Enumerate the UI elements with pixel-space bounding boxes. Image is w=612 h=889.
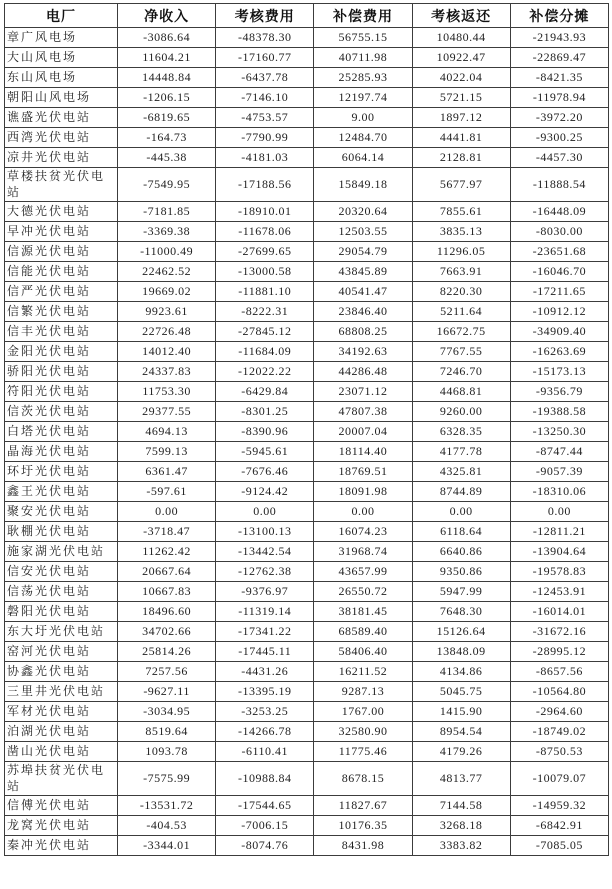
plant-name-cell: 大德光伏电站 xyxy=(5,202,118,222)
value-cell: 5045.75 xyxy=(412,682,510,702)
value-cell: 6118.64 xyxy=(412,522,510,542)
table-row xyxy=(5,796,609,816)
value-cell: 29377.55 xyxy=(118,402,216,422)
value-cell: -8750.53 xyxy=(510,742,608,762)
table-row xyxy=(5,702,609,722)
value-cell: 11296.05 xyxy=(412,242,510,262)
value-cell: -19388.58 xyxy=(510,402,608,422)
value-cell: 8954.54 xyxy=(412,722,510,742)
value-cell: 22462.52 xyxy=(118,262,216,282)
plant-name-cell: 军材光伏电站 xyxy=(5,702,118,722)
plant-name-cell: 信严光伏电站 xyxy=(5,282,118,302)
value-cell: 10176.35 xyxy=(314,816,412,836)
value-cell: 29054.79 xyxy=(314,242,412,262)
table-row xyxy=(5,242,609,262)
value-cell: 16211.52 xyxy=(314,662,412,682)
value-cell: 3268.18 xyxy=(412,816,510,836)
value-cell: 4694.13 xyxy=(118,422,216,442)
value-cell: 6064.14 xyxy=(314,148,412,168)
value-cell: 4134.86 xyxy=(412,662,510,682)
value-cell: 15126.64 xyxy=(412,622,510,642)
value-cell: -12453.91 xyxy=(510,582,608,602)
table-row xyxy=(5,148,609,168)
value-cell: 4022.04 xyxy=(412,68,510,88)
plant-name-cell: 三里井光伏电站 xyxy=(5,682,118,702)
value-cell: 7246.70 xyxy=(412,362,510,382)
plant-name-cell: 符阳光伏电站 xyxy=(5,382,118,402)
value-cell: -27699.65 xyxy=(216,242,314,262)
value-cell: 25285.93 xyxy=(314,68,412,88)
value-cell: 10667.83 xyxy=(118,582,216,602)
value-cell: -10988.84 xyxy=(216,762,314,796)
value-cell: -1206.15 xyxy=(118,88,216,108)
table-row xyxy=(5,282,609,302)
plant-name-cell: 凉井光伏电站 xyxy=(5,148,118,168)
table-row xyxy=(5,28,609,48)
plant-name-cell: 信丰光伏电站 xyxy=(5,322,118,342)
value-cell: 6640.86 xyxy=(412,542,510,562)
table-row xyxy=(5,522,609,542)
plant-name-cell: 章广风电场 xyxy=(5,28,118,48)
value-cell: -8747.44 xyxy=(510,442,608,462)
value-cell: -13000.58 xyxy=(216,262,314,282)
value-cell: 11753.30 xyxy=(118,382,216,402)
value-cell: -18749.02 xyxy=(510,722,608,742)
value-cell: 4179.26 xyxy=(412,742,510,762)
value-cell: 68808.25 xyxy=(314,322,412,342)
value-cell: 12484.70 xyxy=(314,128,412,148)
value-cell: -7181.85 xyxy=(118,202,216,222)
value-cell: 25814.26 xyxy=(118,642,216,662)
value-cell: -16263.69 xyxy=(510,342,608,362)
value-cell: 44286.48 xyxy=(314,362,412,382)
value-cell: 24337.83 xyxy=(118,362,216,382)
value-cell: 1897.12 xyxy=(412,108,510,128)
table-row xyxy=(5,202,609,222)
value-cell: -31672.16 xyxy=(510,622,608,642)
value-cell: -8421.35 xyxy=(510,68,608,88)
value-cell: -17188.56 xyxy=(216,168,314,202)
plant-name-cell: 信茨光伏电站 xyxy=(5,402,118,422)
value-cell: -16014.01 xyxy=(510,602,608,622)
value-cell: 10480.44 xyxy=(412,28,510,48)
plant-name-cell: 朝阳山风电场 xyxy=(5,88,118,108)
value-cell: 8431.98 xyxy=(314,836,412,856)
value-cell: 0.00 xyxy=(118,502,216,522)
value-cell: 1093.78 xyxy=(118,742,216,762)
value-cell: 4813.77 xyxy=(412,762,510,796)
value-cell: -16046.70 xyxy=(510,262,608,282)
value-cell: -13531.72 xyxy=(118,796,216,816)
value-cell: -11888.54 xyxy=(510,168,608,202)
value-cell: 6328.35 xyxy=(412,422,510,442)
value-cell: -17341.22 xyxy=(216,622,314,642)
table-row xyxy=(5,322,609,342)
value-cell: 5677.97 xyxy=(412,168,510,202)
value-cell: -9300.25 xyxy=(510,128,608,148)
value-cell: -164.73 xyxy=(118,128,216,148)
table-row xyxy=(5,422,609,442)
value-cell: -13250.30 xyxy=(510,422,608,442)
value-cell: 18769.51 xyxy=(314,462,412,482)
value-cell: -6429.84 xyxy=(216,382,314,402)
plant-name-cell: 苏埠扶贫光伏电站 xyxy=(5,762,118,796)
value-cell: 20320.64 xyxy=(314,202,412,222)
value-cell: 18496.60 xyxy=(118,602,216,622)
value-cell: -11881.10 xyxy=(216,282,314,302)
plant-name-cell: 信傅光伏电站 xyxy=(5,796,118,816)
column-header-assessment-fee: 考核费用 xyxy=(216,4,314,28)
value-cell: -4457.30 xyxy=(510,148,608,168)
table-row xyxy=(5,262,609,282)
plant-name-cell: 东大圩光伏电站 xyxy=(5,622,118,642)
value-cell: -9356.79 xyxy=(510,382,608,402)
value-cell: -22869.47 xyxy=(510,48,608,68)
value-cell: 11827.67 xyxy=(314,796,412,816)
value-cell: -3369.38 xyxy=(118,222,216,242)
value-cell: 6361.47 xyxy=(118,462,216,482)
value-cell: -4753.57 xyxy=(216,108,314,128)
plant-name-cell: 协鑫光伏电站 xyxy=(5,662,118,682)
value-cell: -6437.78 xyxy=(216,68,314,88)
value-cell: 2128.81 xyxy=(412,148,510,168)
value-cell: 34702.66 xyxy=(118,622,216,642)
value-cell: 7648.30 xyxy=(412,602,510,622)
table-row xyxy=(5,662,609,682)
value-cell: 43845.89 xyxy=(314,262,412,282)
column-header-assessment-refund: 考核返还 xyxy=(412,4,510,28)
value-cell: -445.38 xyxy=(118,148,216,168)
value-cell: 0.00 xyxy=(412,502,510,522)
value-cell: 9287.13 xyxy=(314,682,412,702)
table-row xyxy=(5,462,609,482)
value-cell: 26550.72 xyxy=(314,582,412,602)
value-cell: 11604.21 xyxy=(118,48,216,68)
value-cell: -6110.41 xyxy=(216,742,314,762)
table-row xyxy=(5,682,609,702)
value-cell: -8657.56 xyxy=(510,662,608,682)
plant-name-cell: 信荡光伏电站 xyxy=(5,582,118,602)
plant-name-cell: 早冲光伏电站 xyxy=(5,222,118,242)
value-cell: -3718.47 xyxy=(118,522,216,542)
value-cell: 1415.90 xyxy=(412,702,510,722)
value-cell: -3086.64 xyxy=(118,28,216,48)
value-cell: -9376.97 xyxy=(216,582,314,602)
value-cell: -11978.94 xyxy=(510,88,608,108)
value-cell: -28995.12 xyxy=(510,642,608,662)
plant-name-cell: 磐阳光伏电站 xyxy=(5,602,118,622)
value-cell: 3383.82 xyxy=(412,836,510,856)
table-row xyxy=(5,562,609,582)
value-cell: -3253.25 xyxy=(216,702,314,722)
value-cell: 7663.91 xyxy=(412,262,510,282)
value-cell: 7767.55 xyxy=(412,342,510,362)
value-cell: -14266.78 xyxy=(216,722,314,742)
plant-name-cell: 窑河光伏电站 xyxy=(5,642,118,662)
value-cell: 8519.64 xyxy=(118,722,216,742)
table-row xyxy=(5,222,609,242)
value-cell: -19578.83 xyxy=(510,562,608,582)
table-row xyxy=(5,442,609,462)
plant-name-cell: 鑫王光伏电站 xyxy=(5,482,118,502)
value-cell: 0.00 xyxy=(510,502,608,522)
value-cell: 43657.99 xyxy=(314,562,412,582)
table-row xyxy=(5,302,609,322)
value-cell: -17445.11 xyxy=(216,642,314,662)
table-row xyxy=(5,362,609,382)
value-cell: -8390.96 xyxy=(216,422,314,442)
value-cell: -8030.00 xyxy=(510,222,608,242)
power-plant-settlement-table xyxy=(4,3,609,856)
value-cell: 1767.00 xyxy=(314,702,412,722)
value-cell: -9124.42 xyxy=(216,482,314,502)
plant-name-cell: 信源光伏电站 xyxy=(5,242,118,262)
value-cell: 12503.55 xyxy=(314,222,412,242)
table-row xyxy=(5,382,609,402)
value-cell: 9350.86 xyxy=(412,562,510,582)
value-cell: -13904.64 xyxy=(510,542,608,562)
value-cell: 9.00 xyxy=(314,108,412,128)
value-cell: -10079.07 xyxy=(510,762,608,796)
value-cell: -11000.49 xyxy=(118,242,216,262)
value-cell: 20007.04 xyxy=(314,422,412,442)
value-cell: -23651.68 xyxy=(510,242,608,262)
value-cell: -11678.06 xyxy=(216,222,314,242)
plant-name-cell: 东山风电场 xyxy=(5,68,118,88)
value-cell: 9923.61 xyxy=(118,302,216,322)
value-cell: -11319.14 xyxy=(216,602,314,622)
table-row xyxy=(5,742,609,762)
value-cell: -13395.19 xyxy=(216,682,314,702)
value-cell: 40541.47 xyxy=(314,282,412,302)
plant-name-cell: 大山风电场 xyxy=(5,48,118,68)
value-cell: 13848.09 xyxy=(412,642,510,662)
value-cell: -404.53 xyxy=(118,816,216,836)
plant-name-cell: 信繁光伏电站 xyxy=(5,302,118,322)
plant-name-cell: 耿棚光伏电站 xyxy=(5,522,118,542)
value-cell: -14959.32 xyxy=(510,796,608,816)
value-cell: 68589.40 xyxy=(314,622,412,642)
value-cell: 3835.13 xyxy=(412,222,510,242)
table-row xyxy=(5,108,609,128)
plant-name-cell: 信能光伏电站 xyxy=(5,262,118,282)
table-row xyxy=(5,502,609,522)
value-cell: 19669.02 xyxy=(118,282,216,302)
value-cell: -6819.65 xyxy=(118,108,216,128)
plant-name-cell: 西湾光伏电站 xyxy=(5,128,118,148)
value-cell: 8678.15 xyxy=(314,762,412,796)
value-cell: -7085.05 xyxy=(510,836,608,856)
value-cell: 4441.81 xyxy=(412,128,510,148)
value-cell: 56755.15 xyxy=(314,28,412,48)
table-row xyxy=(5,88,609,108)
value-cell: -34909.40 xyxy=(510,322,608,342)
table-row xyxy=(5,482,609,502)
value-cell: -7790.99 xyxy=(216,128,314,148)
plant-name-cell: 白塔光伏电站 xyxy=(5,422,118,442)
value-cell: 9260.00 xyxy=(412,402,510,422)
value-cell: 7257.56 xyxy=(118,662,216,682)
value-cell: -4181.03 xyxy=(216,148,314,168)
value-cell: 4177.78 xyxy=(412,442,510,462)
value-cell: 23846.40 xyxy=(314,302,412,322)
value-cell: 5721.15 xyxy=(412,88,510,108)
value-cell: -15173.13 xyxy=(510,362,608,382)
column-header-net-income: 净收入 xyxy=(118,4,216,28)
plant-name-cell: 凿山光伏电站 xyxy=(5,742,118,762)
value-cell: 0.00 xyxy=(314,502,412,522)
column-header-plant: 电厂 xyxy=(5,4,118,28)
value-cell: 11775.46 xyxy=(314,742,412,762)
value-cell: 5211.64 xyxy=(412,302,510,322)
value-cell: 58406.40 xyxy=(314,642,412,662)
value-cell: -5945.61 xyxy=(216,442,314,462)
value-cell: 14448.84 xyxy=(118,68,216,88)
table-row xyxy=(5,762,609,796)
value-cell: -27845.12 xyxy=(216,322,314,342)
plant-name-cell: 骄阳光伏电站 xyxy=(5,362,118,382)
value-cell: 4468.81 xyxy=(412,382,510,402)
value-cell: 10922.47 xyxy=(412,48,510,68)
table-row xyxy=(5,642,609,662)
value-cell: -7549.95 xyxy=(118,168,216,202)
value-cell: -18910.01 xyxy=(216,202,314,222)
value-cell: 38181.45 xyxy=(314,602,412,622)
value-cell: -9627.11 xyxy=(118,682,216,702)
plant-name-cell: 秦冲光伏电站 xyxy=(5,836,118,856)
value-cell: 15849.18 xyxy=(314,168,412,202)
value-cell: -8074.76 xyxy=(216,836,314,856)
table-row xyxy=(5,168,609,202)
value-cell: -3972.20 xyxy=(510,108,608,128)
plant-name-cell: 晶海光伏电站 xyxy=(5,442,118,462)
table-row xyxy=(5,402,609,422)
table-row xyxy=(5,602,609,622)
plant-name-cell: 泊湖光伏电站 xyxy=(5,722,118,742)
plant-name-cell: 谯盛光伏电站 xyxy=(5,108,118,128)
value-cell: -16448.09 xyxy=(510,202,608,222)
value-cell: 7855.61 xyxy=(412,202,510,222)
value-cell: -8222.31 xyxy=(216,302,314,322)
value-cell: 18114.40 xyxy=(314,442,412,462)
value-cell: -3344.01 xyxy=(118,836,216,856)
column-header-compensation-fee: 补偿费用 xyxy=(314,4,412,28)
value-cell: 12197.74 xyxy=(314,88,412,108)
value-cell: -9057.39 xyxy=(510,462,608,482)
value-cell: -48378.30 xyxy=(216,28,314,48)
table-row xyxy=(5,582,609,602)
value-cell: 14012.40 xyxy=(118,342,216,362)
value-cell: -18310.06 xyxy=(510,482,608,502)
value-cell: -12811.21 xyxy=(510,522,608,542)
table-row xyxy=(5,342,609,362)
value-cell: -7575.99 xyxy=(118,762,216,796)
value-cell: -12762.38 xyxy=(216,562,314,582)
plant-name-cell: 信安光伏电站 xyxy=(5,562,118,582)
value-cell: 11262.42 xyxy=(118,542,216,562)
column-header-compensation-share: 补偿分摊 xyxy=(510,4,608,28)
table-row xyxy=(5,722,609,742)
plant-name-cell: 龙窝光伏电站 xyxy=(5,816,118,836)
value-cell: 8744.89 xyxy=(412,482,510,502)
plant-name-cell: 环圩光伏电站 xyxy=(5,462,118,482)
table-row xyxy=(5,836,609,856)
value-cell: -597.61 xyxy=(118,482,216,502)
value-cell: -21943.93 xyxy=(510,28,608,48)
value-cell: 0.00 xyxy=(216,502,314,522)
value-cell: 18091.98 xyxy=(314,482,412,502)
value-cell: -13442.54 xyxy=(216,542,314,562)
value-cell: 4325.81 xyxy=(412,462,510,482)
table-row xyxy=(5,622,609,642)
value-cell: -10912.12 xyxy=(510,302,608,322)
value-cell: 32580.90 xyxy=(314,722,412,742)
value-cell: 7599.13 xyxy=(118,442,216,462)
value-cell: 8220.30 xyxy=(412,282,510,302)
plant-name-cell: 聚安光伏电站 xyxy=(5,502,118,522)
value-cell: 20667.64 xyxy=(118,562,216,582)
value-cell: 23071.12 xyxy=(314,382,412,402)
value-cell: 34192.63 xyxy=(314,342,412,362)
value-cell: -17160.77 xyxy=(216,48,314,68)
value-cell: -11684.09 xyxy=(216,342,314,362)
value-cell: -17544.65 xyxy=(216,796,314,816)
value-cell: -6842.91 xyxy=(510,816,608,836)
value-cell: -10564.80 xyxy=(510,682,608,702)
table-row xyxy=(5,542,609,562)
value-cell: -2964.60 xyxy=(510,702,608,722)
table-row xyxy=(5,816,609,836)
value-cell: 5947.99 xyxy=(412,582,510,602)
value-cell: -7146.10 xyxy=(216,88,314,108)
value-cell: -3034.95 xyxy=(118,702,216,722)
value-cell: 16074.23 xyxy=(314,522,412,542)
value-cell: 31968.74 xyxy=(314,542,412,562)
table-row xyxy=(5,128,609,148)
value-cell: -7676.46 xyxy=(216,462,314,482)
value-cell: 47807.38 xyxy=(314,402,412,422)
table-row xyxy=(5,48,609,68)
value-cell: -4431.26 xyxy=(216,662,314,682)
value-cell: 16672.75 xyxy=(412,322,510,342)
plant-name-cell: 草楼扶贫光伏电站 xyxy=(5,168,118,202)
value-cell: 22726.48 xyxy=(118,322,216,342)
value-cell: -7006.15 xyxy=(216,816,314,836)
plant-name-cell: 施家湖光伏电站 xyxy=(5,542,118,562)
value-cell: -8301.25 xyxy=(216,402,314,422)
plant-name-cell: 金阳光伏电站 xyxy=(5,342,118,362)
value-cell: 40711.98 xyxy=(314,48,412,68)
value-cell: -17211.65 xyxy=(510,282,608,302)
value-cell: -13100.13 xyxy=(216,522,314,542)
header-row xyxy=(5,4,609,28)
table-row xyxy=(5,68,609,88)
value-cell: -12022.22 xyxy=(216,362,314,382)
value-cell: 7144.58 xyxy=(412,796,510,816)
